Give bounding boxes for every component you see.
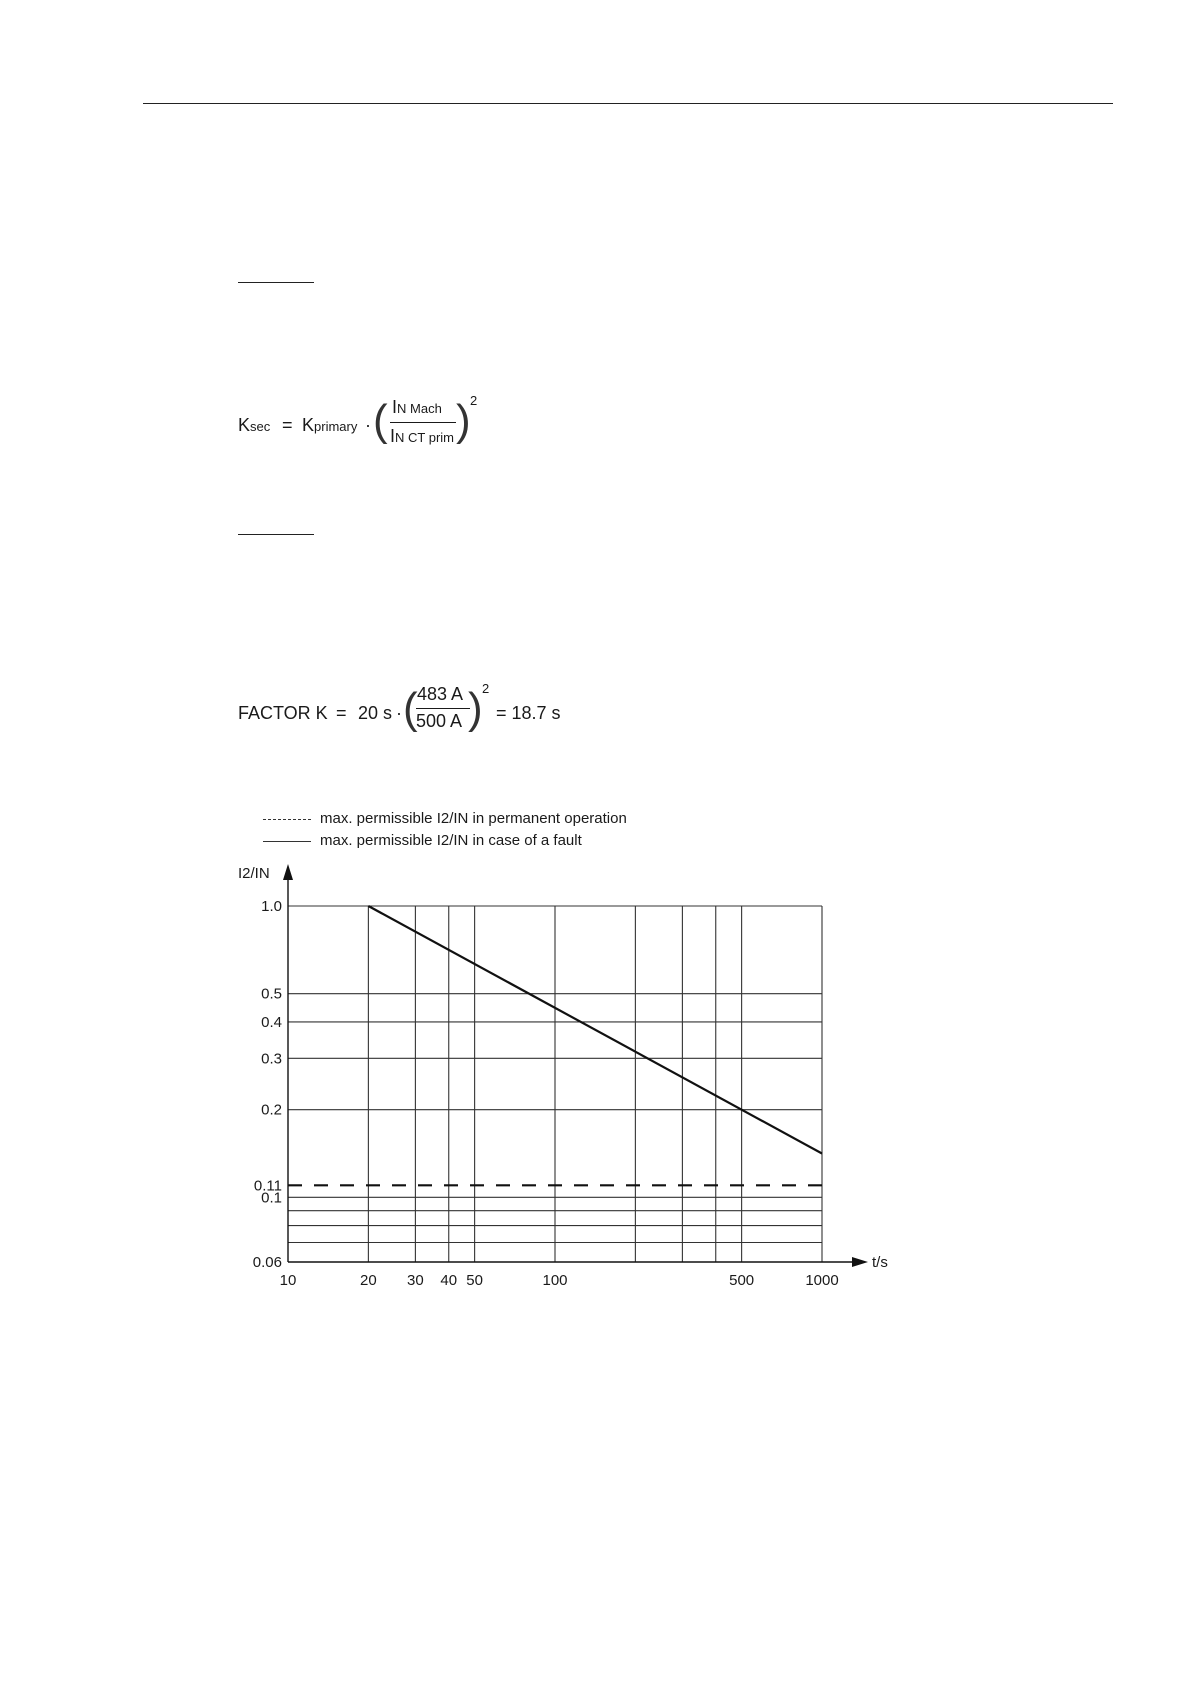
formula-open-paren: ( (373, 396, 388, 445)
x-tick-label-30: 30 (407, 1272, 424, 1289)
example-exponent: 2 (482, 681, 490, 696)
formula-den-sub: N CT prim (395, 430, 454, 445)
formula-num-symbol: I (392, 397, 398, 417)
formula-k-sub: primary (314, 419, 358, 434)
example-result: = 18.7 s (496, 703, 561, 723)
example-close-paren: ) (468, 684, 483, 733)
x-tick-label-40: 40 (440, 1272, 458, 1289)
x-axis-title: t/s (872, 1254, 888, 1271)
legend-permanent-label: max. permissible I2/IN in permanent operation (320, 810, 627, 827)
chart-axes (283, 864, 868, 1267)
example-label: FACTOR K (238, 703, 328, 723)
formula-k-symbol: K (302, 415, 315, 435)
series-line-fault (368, 906, 822, 1154)
formula-lhs-symbol: K (238, 415, 251, 435)
formula-dot: · (365, 415, 371, 435)
example-open-paren: ( (403, 684, 418, 733)
x-tick-label-50: 50 (466, 1272, 483, 1289)
formula-lhs-sub: sec (250, 419, 271, 434)
formula-equals: = (282, 415, 293, 435)
formula-den-symbol: I (390, 426, 396, 446)
y-tick-label-0.3: 0.3 (261, 1050, 282, 1068)
x-tick-label-10: 10 (279, 1272, 297, 1289)
x-axis-arrow-icon (852, 1257, 868, 1267)
x-tick-label-20: 20 (360, 1272, 377, 1289)
y-tick-label-0.11: 0.11 (253, 1177, 282, 1195)
y-tick-label-1.0: 1.0 (261, 898, 282, 915)
x-tick-label-100: 100 (542, 1272, 568, 1289)
x-tick-label-500: 500 (729, 1272, 755, 1289)
example-numerator: 483 A (417, 684, 464, 704)
y-tick-label-0.4: 0.4 (261, 1013, 282, 1031)
formula-num-sub: N Mach (397, 401, 442, 416)
x-tick-label-1000: 1000 (805, 1272, 839, 1289)
y-axis-arrow-icon (283, 864, 293, 880)
legend-fault-label: max. permissible I2/IN in case of a fault (320, 832, 582, 849)
y-tick-label-0.06: 0.06 (252, 1254, 282, 1271)
formula-close-paren: ) (456, 396, 471, 445)
example-denominator: 500 A (416, 711, 463, 731)
example-equals: = (336, 703, 347, 723)
chart-grid (288, 906, 822, 1262)
y-tick-label-0.5: 0.5 (261, 985, 282, 1003)
y-tick-label-0.1: 0.1 (261, 1189, 282, 1207)
example-dot: · (396, 703, 402, 723)
y-axis-title: I2/IN (238, 865, 270, 882)
example-base: 20 s (358, 703, 393, 723)
y-tick-label-0.2: 0.2 (261, 1101, 282, 1119)
formula-exponent: 2 (470, 393, 478, 408)
